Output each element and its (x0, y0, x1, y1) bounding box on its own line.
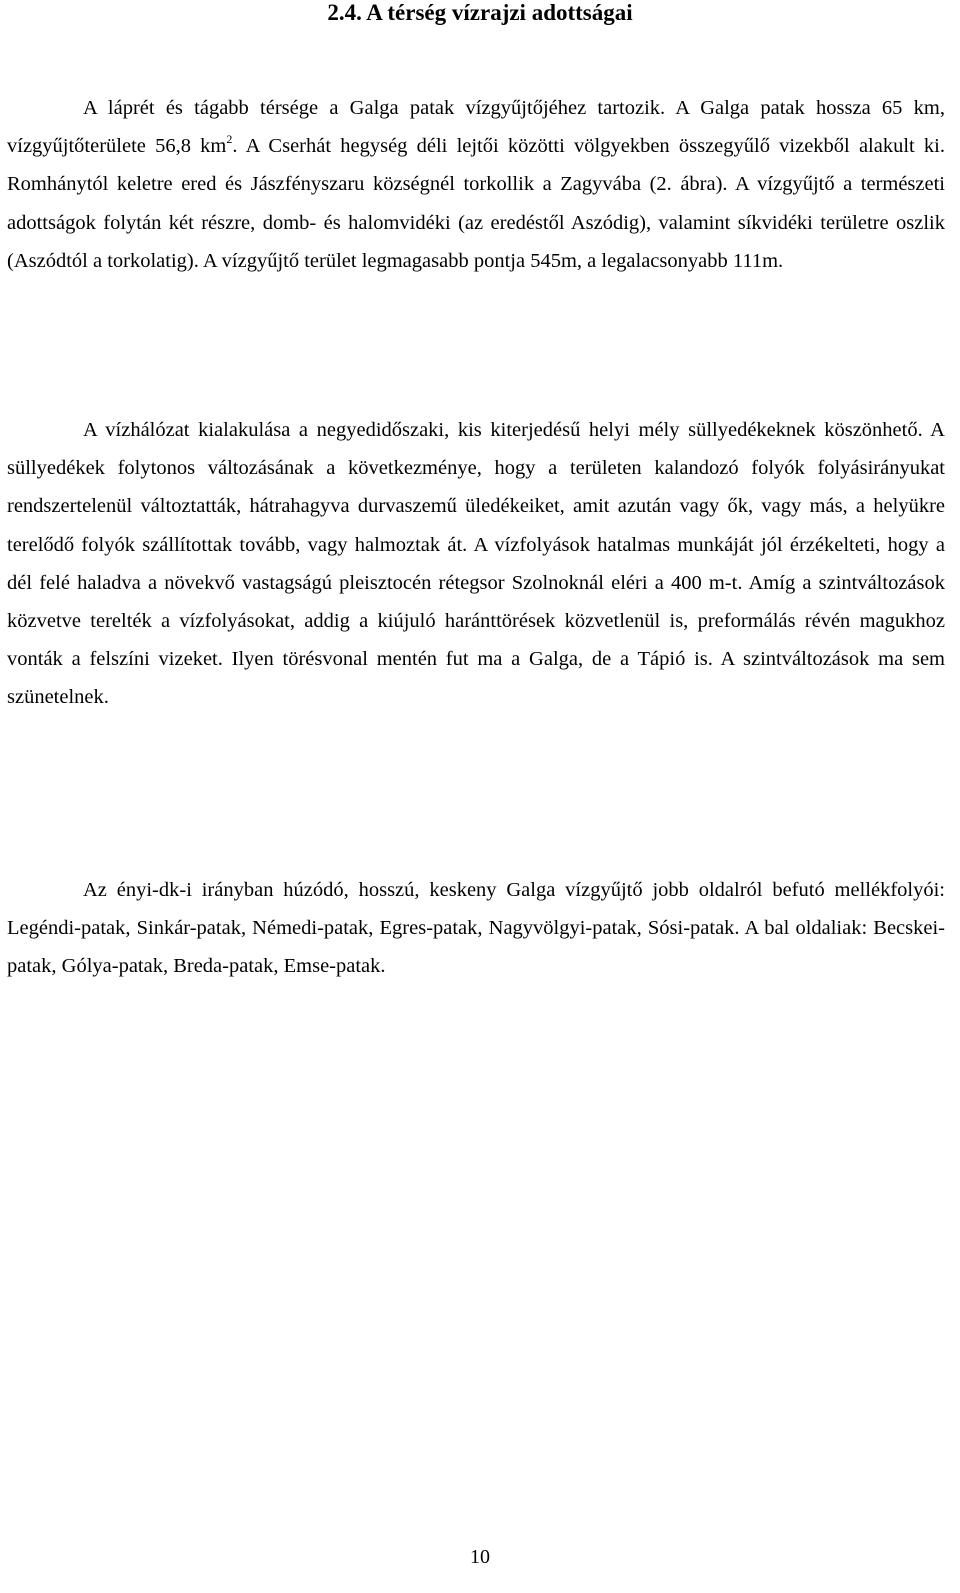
paragraph-river-network (7, 411, 945, 717)
paragraph-galga-overview (7, 89, 945, 280)
superscript-2: 2 (226, 132, 233, 147)
paragraph-text-part1: A láprét és tágabb térsége a Galga patak vízgyűjtőjéhez tartozik. A Galga patak hossza 65 km, vízgyűjtőterülete 56,8 km (7, 97, 945, 158)
paragraph-tributaries (7, 871, 945, 986)
section-heading: 2.4. A térség vízrajzi adottságai (327, 0, 633, 25)
page-number: 10 (470, 1546, 490, 1568)
paragraph-text-part2: . A Cserhát hegység déli lejtői közötti völgyekben összegyűlő vizekből alakult ki. Romhánytól keletre ered és Jászfényszaru községnél torkollik a Zagyvába (2. ábra). A vízgyűjtő a természeti adottságok folytán két részre, domb- és halomvidéki (az eredéstől Aszódig), valamint síkvidéki területre oszlik (Aszódtól a torkolatig). A vízgyűjtő terület legmagasabb pontja 545m, a legalacsonyabb 111m. (7, 135, 945, 272)
paragraph-text: A vízhálózat kialakulása a negyedidőszaki, kis kiterjedésű helyi mély süllyedékeknek köszönhető. A süllyedékek folytonos változásának a következménye, hogy a területen kalandozó folyók folyásirányukat rendszertelenül változtatták, hátrahagyva durvaszemű üledékeiket, amit azután vagy ők, vagy más, a helyükre terelődő folyók szállítottak tovább, vagy halmoztak át. A vízfolyások hatalmas munkáját jól érzékelteti, hogy a dél felé haladva a növekvő vastagságú pleisztocén rétegsor Szolnoknál eléri a 400 m-t. Amíg a szintváltozások közvetve terelték a vízfolyásokat, addig a kiújuló haránttörések közvetlenül is, preformálás révén magukhoz vonták a felszíni vizeket. Ilyen törésvonal mentén fut ma a Galga, de a Tápió is. A szintváltozások ma sem szünetelnek. (7, 419, 945, 709)
paragraph-text: Az ényi-dk-i irányban húzódó, hosszú, keskeny Galga vízgyűjtő jobb oldalról befutó mellékfolyói: Legéndi-patak, Sinkár-patak, Némedi-patak, Egres-patak, Nagyvölgyi-patak, Sósi-patak. A bal oldaliak: Becskei-patak, Gólya-patak, Breda-patak, Emse-patak. (7, 879, 945, 978)
